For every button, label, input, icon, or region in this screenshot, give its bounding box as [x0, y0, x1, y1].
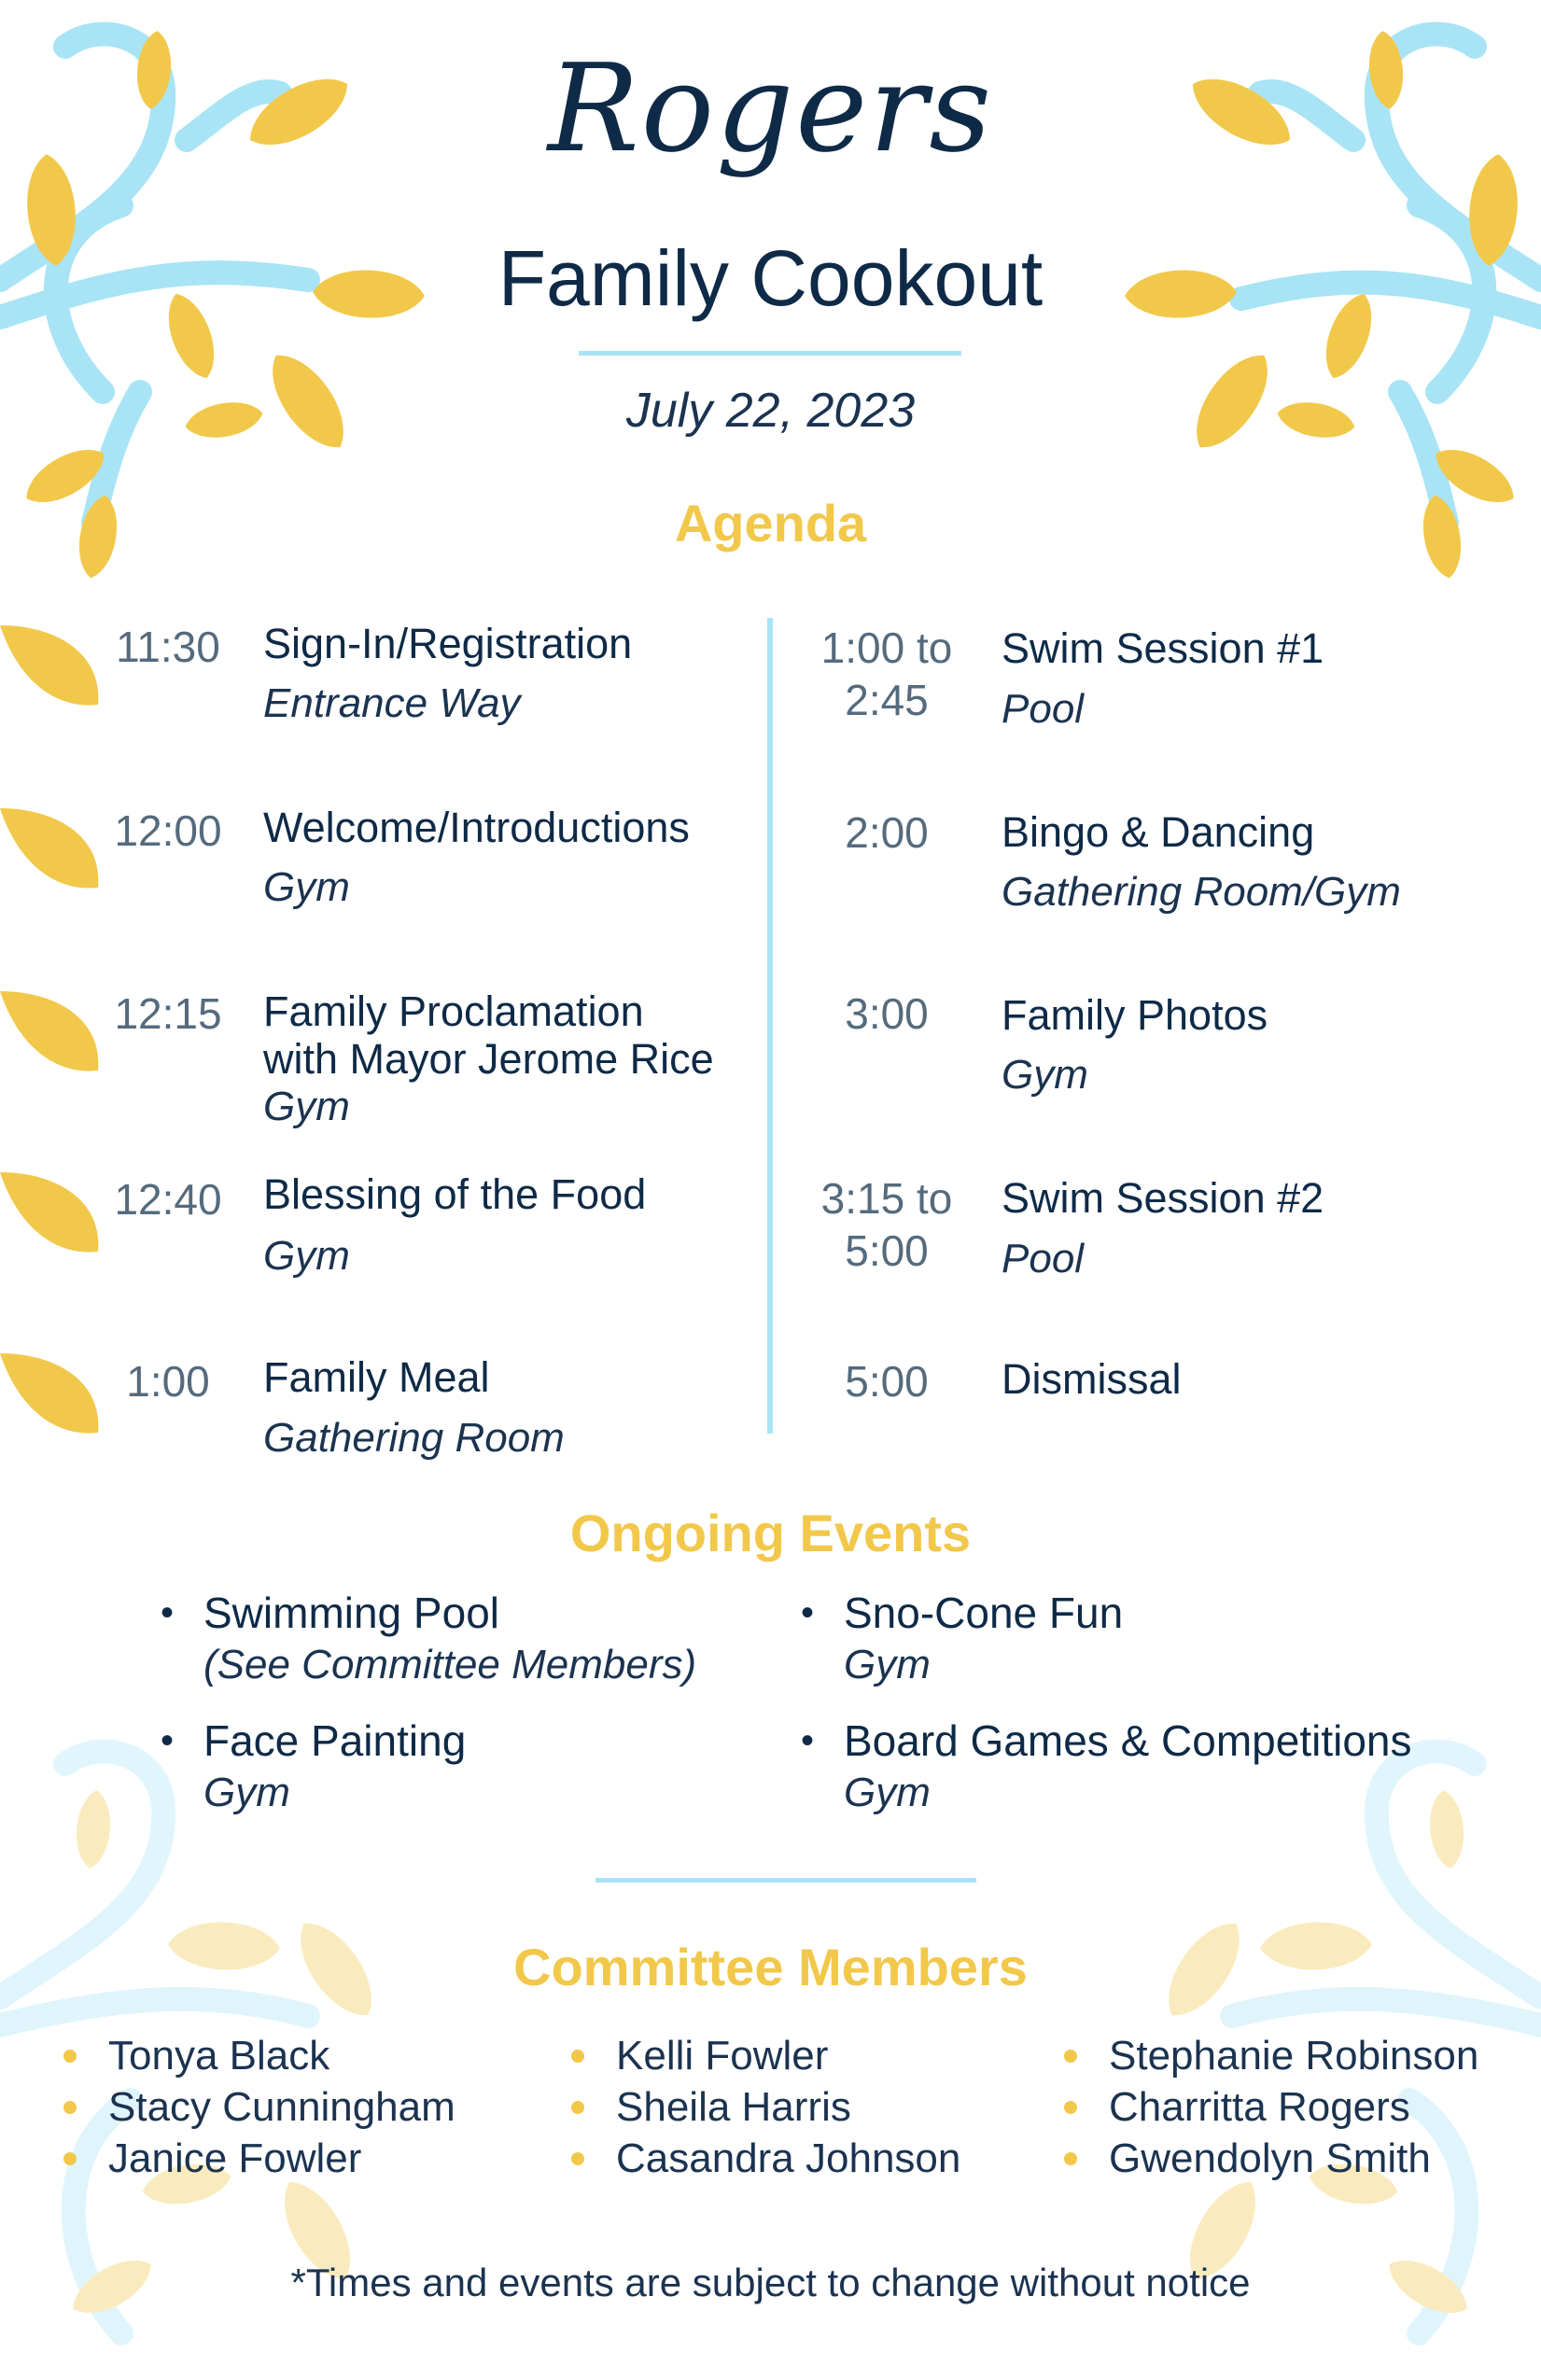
- agenda-item-location: Gym: [1002, 1052, 1088, 1098]
- committee-member: Stacy Cunningham: [108, 2084, 455, 2130]
- ongoing-item-location: Gym: [203, 1770, 290, 1815]
- ongoing-item-location: (See Committee Members): [203, 1642, 697, 1687]
- committee-member: Sheila Harris: [616, 2084, 851, 2130]
- agenda-item-title: Family Meal: [263, 1353, 490, 1401]
- bullet-dot-icon: [571, 2050, 584, 2063]
- agenda-time: 3:00: [845, 989, 929, 1038]
- ongoing-item-location: Gym: [844, 1642, 931, 1687]
- bullet-dot-icon: •: [801, 1720, 815, 1761]
- bullet-dot-icon: •: [161, 1592, 175, 1633]
- bullet-dot-icon: [571, 2152, 584, 2165]
- agenda-item-location: Gym: [263, 1084, 350, 1129]
- committee-member: Gwendolyn Smith: [1109, 2135, 1431, 2181]
- committee-heading: Committee Members: [513, 1938, 1028, 1996]
- agenda-time: 11:30: [116, 623, 220, 671]
- agenda-time: 2:45: [845, 676, 929, 724]
- leaf-bullet-icon: [0, 1344, 103, 1437]
- agenda-time: 5:00: [845, 1226, 929, 1275]
- agenda-column-divider: [767, 618, 773, 1434]
- leaf-bullet-icon: [0, 799, 103, 892]
- bullet-dot-icon: [63, 2050, 77, 2063]
- agenda-item-location: Gym: [263, 1233, 350, 1279]
- agenda-time: 1:00: [126, 1357, 210, 1406]
- bullet-dot-icon: •: [161, 1720, 175, 1761]
- committee-member: Kelli Fowler: [616, 2033, 829, 2079]
- bullet-dot-icon: •: [801, 1592, 815, 1633]
- ongoing-item-title: Face Painting: [203, 1716, 467, 1765]
- leaf-bullet-icon: [0, 616, 103, 709]
- committee-member: Casandra Johnson: [616, 2135, 961, 2181]
- agenda-item-title: Family Photos: [1002, 991, 1268, 1039]
- agenda-item-title: with Mayor Jerome Rice: [263, 1035, 714, 1083]
- agenda-item-title: Swim Session #1: [1002, 624, 1324, 672]
- agenda-item-location: Gathering Room: [263, 1415, 565, 1461]
- agenda-item-title: Swim Session #2: [1002, 1174, 1324, 1222]
- event-title: Family Cookout: [497, 234, 1044, 322]
- agenda-time: 1:00 to: [820, 623, 953, 672]
- ongoing-item-location: Gym: [844, 1770, 931, 1815]
- agenda-item-title: Sign-In/Registration: [263, 620, 633, 667]
- bullet-dot-icon: [63, 2101, 77, 2114]
- agenda-item-location: Pool: [1002, 686, 1085, 732]
- ongoing-item-title: Swimming Pool: [203, 1589, 499, 1637]
- section-divider: [595, 1878, 976, 1883]
- committee-member: Charritta Rogers: [1109, 2084, 1410, 2130]
- footnote: *Times and events are subject to change without notice: [290, 2261, 1251, 2304]
- agenda-time: 5:00: [845, 1357, 929, 1406]
- agenda-time: 12:15: [114, 989, 222, 1038]
- agenda-item-title: Dismissal: [1002, 1355, 1182, 1403]
- ongoing-events-heading: Ongoing Events: [569, 1504, 972, 1562]
- agenda-time: 2:00: [845, 808, 929, 857]
- agenda-item-location: Gym: [263, 864, 350, 910]
- bullet-dot-icon: [1064, 2101, 1077, 2114]
- title-divider: [579, 351, 961, 356]
- agenda-item-location: Pool: [1002, 1236, 1085, 1281]
- ongoing-item-title: Board Games & Competitions: [844, 1716, 1412, 1765]
- bullet-dot-icon: [1064, 2152, 1077, 2165]
- agenda-item-location: Entrance Way: [263, 680, 521, 726]
- agenda-item-title: Bingo & Dancing: [1002, 808, 1315, 856]
- leaf-bullet-icon: [0, 982, 103, 1075]
- ongoing-item-title: Sno-Cone Fun: [844, 1589, 1124, 1637]
- committee-member: Janice Fowler: [108, 2135, 362, 2181]
- agenda-item-location: Gathering Room/Gym: [1002, 869, 1401, 915]
- agenda-time: 3:15 to: [820, 1174, 953, 1223]
- agenda-item-title: Family Proclamation: [263, 987, 644, 1035]
- agenda-heading: Agenda: [674, 494, 867, 553]
- committee-member: Tonya Black: [108, 2033, 330, 2079]
- leaf-bullet-icon: [0, 1163, 103, 1256]
- bullet-dot-icon: [63, 2152, 77, 2165]
- agenda-time: 12:40: [114, 1175, 222, 1224]
- agenda-time: 12:00: [114, 806, 222, 855]
- committee-member: Stephanie Robinson: [1109, 2033, 1479, 2079]
- event-date: July 22, 2023: [625, 384, 916, 438]
- family-name-title: Rogers: [547, 37, 994, 179]
- agenda-item-title: Welcome/Introductions: [263, 804, 690, 851]
- bullet-dot-icon: [571, 2101, 584, 2114]
- bullet-dot-icon: [1064, 2050, 1077, 2063]
- agenda-item-title: Blessing of the Food: [263, 1170, 647, 1218]
